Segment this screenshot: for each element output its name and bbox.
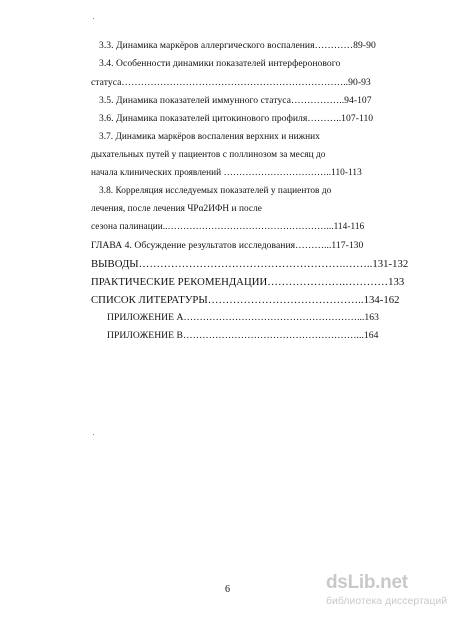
- scan-speck: [93, 434, 94, 435]
- page-number: 6: [225, 584, 230, 595]
- toc-entry-3-4-cont: статуса……………………………………………………………..90-93: [91, 77, 371, 88]
- dslib-watermark: [326, 572, 448, 614]
- toc-entry-conclusions: ВЫВОДЫ………………………………………………….……..131-132: [91, 258, 409, 270]
- toc-entry-recommendations: ПРАКТИЧЕСКИЕ РЕКОМЕНДАЦИИ………………….…………133: [91, 276, 405, 288]
- toc-entry-3-7-cont-2: начала клинических проявлений ……………………………..110-113: [91, 168, 362, 178]
- toc-entry-3-8: 3.8. Корреляция исследуемых показателей у пациентов до: [99, 186, 332, 196]
- toc-entry-3-5: 3.5. Динамика показателей иммунного статуса……………..94-107: [99, 95, 372, 106]
- toc-entry-3-7: 3.7. Динамика маркёров воспаления верхних и нижних: [99, 132, 320, 142]
- dslib-logo-text: dsLib.net: [326, 572, 408, 593]
- toc-entry-3-8-cont-1: лечения, после лечения ЧРα2ИФН и после: [91, 204, 262, 214]
- toc-entry-3-8-cont-2: сезона палинации..……………………………………………...114-116: [91, 222, 365, 232]
- toc-entry-3-3: 3.3. Динамика маркёров аллергического воспаления…………89-90: [99, 40, 376, 51]
- dslib-logo: [326, 572, 448, 594]
- toc-entry-references: СПИСОК ЛИТЕРАТУРЫ……………………………………..134-162: [91, 294, 400, 306]
- toc-entry-appendix-b: ПРИЛОЖЕНИЕ В………………………………………………...164: [107, 330, 379, 341]
- scan-speck: [93, 18, 94, 19]
- toc-entry-chapter-4: ГЛАВА 4. Обсуждение результатов исследования………...117-130: [91, 240, 364, 251]
- toc-entry-3-7-cont-1: дыхательных путей у пациентов с поллинозом за месяц до: [91, 150, 326, 160]
- toc-entry-appendix-a: ПРИЛОЖЕНИЕ А………………………………………………...163: [107, 312, 379, 323]
- toc-entry-3-6: 3.6. Динамика показателей цитокинового профиля………..107-110: [99, 113, 374, 124]
- toc-entry-3-4: 3.4. Особенности динамики показателей интерферонового: [99, 58, 341, 69]
- dslib-subtitle: библиотека диссертаций: [326, 596, 448, 607]
